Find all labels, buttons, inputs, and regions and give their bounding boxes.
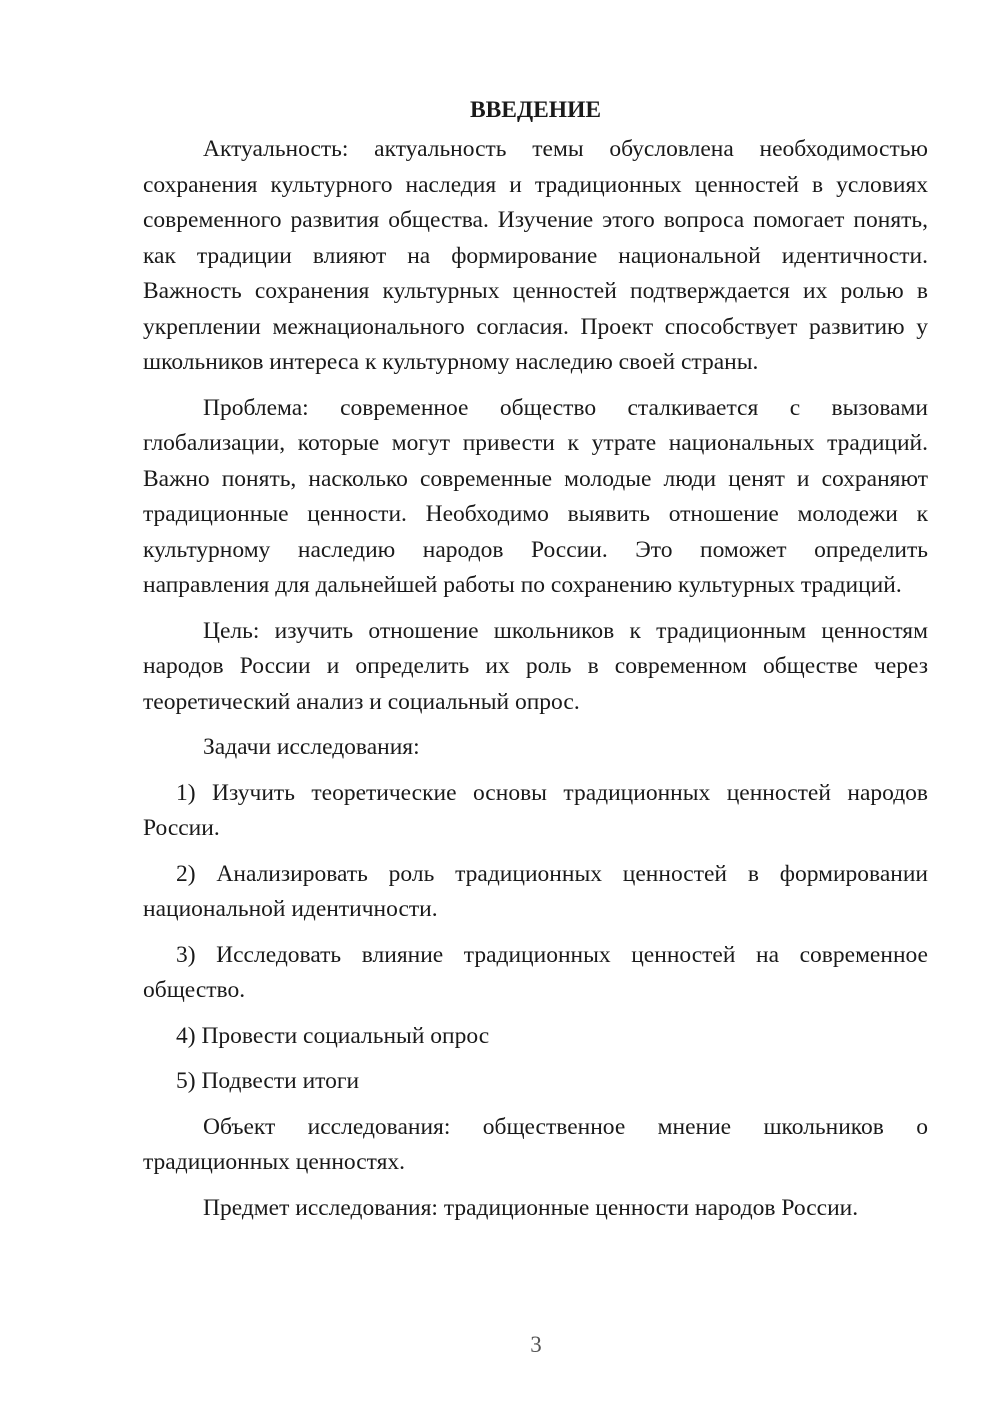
task-item-2: 2) Анализировать роль традиционных ценностей в формировании национальной идентичности. [143,860,928,922]
tasks-label: Задачи исследования: [203,734,420,760]
relevance-paragraph: Актуальность: актуальность темы обусловлена необходимостью сохранения культурного наследия и традиционных ценностей в условиях современного развития общества. Изучение этого вопроса помогает понять, как традиции влияют на формирование национальной идентичности. Важность сохранения культурных ценностей подтверждается их ролью в укреплении межнационального согласия. Проект способствует развитию у школьников интереса к культурному наследию своей страны. [143,136,928,375]
task-item-4: 4) Провести социальный опрос [176,1022,490,1049]
goal-paragraph: Цель: изучить отношение школьников к традиционным ценностям народов России и определить их роль в современном обществе через теоретический анализ и социальный опрос. [143,617,928,715]
task-item-3: 3) Исследовать влияние традиционных ценностей на современное общество. [143,941,928,1003]
object-paragraph: Объект исследования: общественное мнение школьников о традиционных ценностях. [143,1113,928,1175]
page-content [143,92,928,1236]
problem-paragraph: Проблема: современное общество сталкивается с вызовами глобализации, которые могут привести к утрате национальных традиций. Важно понять, насколько современные молодые люди ценят и сохраняют традиционные ценности. Необходимо выявить отношение молодежи к культурному наследию народов России. Это поможет определить направления для дальнейшей работы по сохранению культурных традиций. [143,394,928,598]
page-number: 3 [530,1332,542,1357]
task-item-5: 5) Подвести итоги [176,1068,360,1094]
subject-paragraph: Предмет исследования: традиционные ценности народов России. [203,1194,859,1221]
task-item-1: 1) Изучить теоретические основы традиционных ценностей народов России. [143,779,928,841]
section-title: ВВЕДЕНИЕ [469,97,602,123]
